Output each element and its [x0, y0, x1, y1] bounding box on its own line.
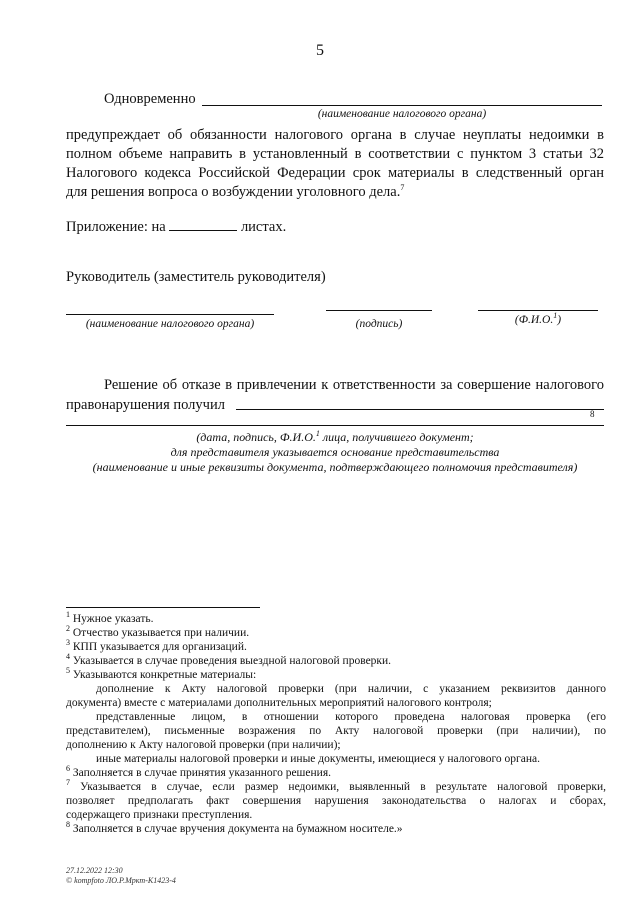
- head-org-line: [66, 314, 274, 315]
- footnote-7-line-2: позволяет предполагать факт совершения нарушения законодательства о налогах и сборах,: [66, 795, 606, 807]
- footnote-ref-8: 8: [590, 409, 595, 419]
- footnote-5: [66, 668, 606, 682]
- footnote-7-line-3: содержащего признаки преступления.: [66, 809, 253, 821]
- footnote-5c: иные материалы налоговой проверки и иные документы, имеющиеся у налогового органа.: [96, 753, 541, 765]
- footnote-5-num: 5: [66, 666, 70, 676]
- footnote-1-num: 1: [66, 610, 70, 620]
- warning-line-3: Налогового кодекса Российской Федерации срок материалы в следственный орган: [66, 165, 604, 181]
- footnote-5-text: Указываются конкретные материалы:: [70, 669, 257, 681]
- footnote-3-text: КПП указывается для организаций.: [70, 641, 247, 653]
- footnote-2: [66, 626, 606, 640]
- footnotes: [66, 612, 606, 836]
- footnote-3-num: 3: [66, 638, 70, 648]
- footnote-5b-line-2: представителем), письменные возражения по Акту налоговой проверки (при наличии), по: [66, 725, 606, 737]
- footnote-ref-1: 1: [553, 311, 558, 321]
- refusal-caption-2: для представителя указывается основание представительства: [170, 445, 500, 459]
- page-number: 5: [316, 42, 324, 59]
- warning-line-4: [66, 183, 604, 202]
- warning-line-2: полном объеме направить в установленный в соответствии с пунктом 3 статьи 32: [66, 146, 604, 162]
- footer: [66, 866, 176, 886]
- refusal-caption-1-post: лица, получившего документ;: [319, 430, 474, 444]
- refusal-caption-1-pre: (дата, подпись, Ф.И.О.: [196, 430, 316, 444]
- warning-line-1: предупреждает об обязанности налогового органа в случае неуплаты недоимки в: [66, 127, 604, 143]
- footnote-1-text: Нужное указать.: [70, 613, 154, 625]
- footnote-4: [66, 654, 606, 668]
- refusal-caption-1: [66, 430, 604, 445]
- head-sign-caption: (подпись): [355, 318, 403, 330]
- footer-source: © kompfoto ЛО.Р.Мркт-К1423-4: [66, 876, 176, 885]
- footnote-8-num: 8: [66, 820, 70, 830]
- footnote-2-num: 2: [66, 624, 70, 634]
- footnote-5b-line-1: представленные лицом, в отношении которого проведена налоговая проверка (его: [96, 711, 606, 723]
- warning-line-4-text: для решения вопроса о возбуждении уголовного дела.: [66, 184, 401, 200]
- attachment-row: [66, 218, 286, 237]
- head-fio-line: [478, 310, 598, 311]
- attachment-prefix: Приложение: на: [66, 219, 166, 235]
- footnote-7-num: 7: [66, 778, 70, 788]
- attachment-sheets-blank: [169, 218, 237, 231]
- footnote-4-text: Указывается в случае проведения выездной налоговой проверки.: [70, 655, 392, 667]
- footnote-5a-line-1: дополнение к Акту налоговой проверки (при наличии, с указанием реквизитов данного: [96, 683, 606, 695]
- refusal-recipient-line-2: [66, 425, 604, 426]
- head-title: Руководитель (заместитель руководителя): [66, 269, 326, 285]
- head-org-caption: (наименование налогового органа): [85, 318, 255, 330]
- head-sign-line: [326, 310, 432, 311]
- footnote-1: [66, 612, 606, 626]
- footnote-7-text: Указывается в случае, если размер недоимки, выявленный в результате налоговой проверки,: [70, 781, 606, 793]
- footnote-separator: [66, 607, 260, 608]
- simultaneously-label: Одновременно: [104, 91, 196, 107]
- footnote-3: [66, 640, 606, 654]
- footnote-2-text: Отчество указывается при наличии.: [70, 627, 250, 639]
- footnote-ref-7: 7: [400, 183, 405, 193]
- refusal-caption-3: (наименование и иные реквизиты документа, подтверждающего полномочия представителя): [92, 460, 578, 474]
- footnote-5b-line-3: дополнению к Акту налоговой проверки (при наличии);: [66, 739, 341, 751]
- footnote-8-text: Заполняется в случае вручения документа на бумажном носителе.»: [70, 823, 403, 835]
- head-fio-caption: [478, 311, 598, 326]
- footer-date: 27.12.2022 12:30: [66, 866, 123, 875]
- refusal-recipient-line-1: [236, 409, 604, 410]
- footnote-5a-line-2: документа) вместе с материалами дополнительных мероприятий налогового контроля;: [66, 697, 492, 709]
- footnote-6-num: 6: [66, 764, 70, 774]
- head-fio-caption-text: (Ф.И.О.: [514, 314, 554, 326]
- footnote-6: [66, 766, 606, 780]
- footnote-4-num: 4: [66, 652, 70, 662]
- tax-authority-caption: (наименование налогового органа): [317, 108, 487, 120]
- refusal-line-2: правонарушения получил: [66, 397, 225, 413]
- tax-authority-line: [202, 105, 602, 106]
- footnote-6-text: Заполняется в случае принятия указанного решения.: [70, 767, 331, 779]
- warning-paragraph: [66, 126, 604, 202]
- attachment-suffix: листах.: [240, 219, 287, 235]
- refusal-line-1: Решение об отказе в привлечении к ответственности за совершение налогового: [104, 377, 604, 393]
- footnote-ref-1b: 1: [315, 429, 320, 438]
- head-fio-caption-close: ): [557, 314, 562, 326]
- footnote-7-line-1: [66, 780, 606, 794]
- footnote-8: [66, 822, 606, 836]
